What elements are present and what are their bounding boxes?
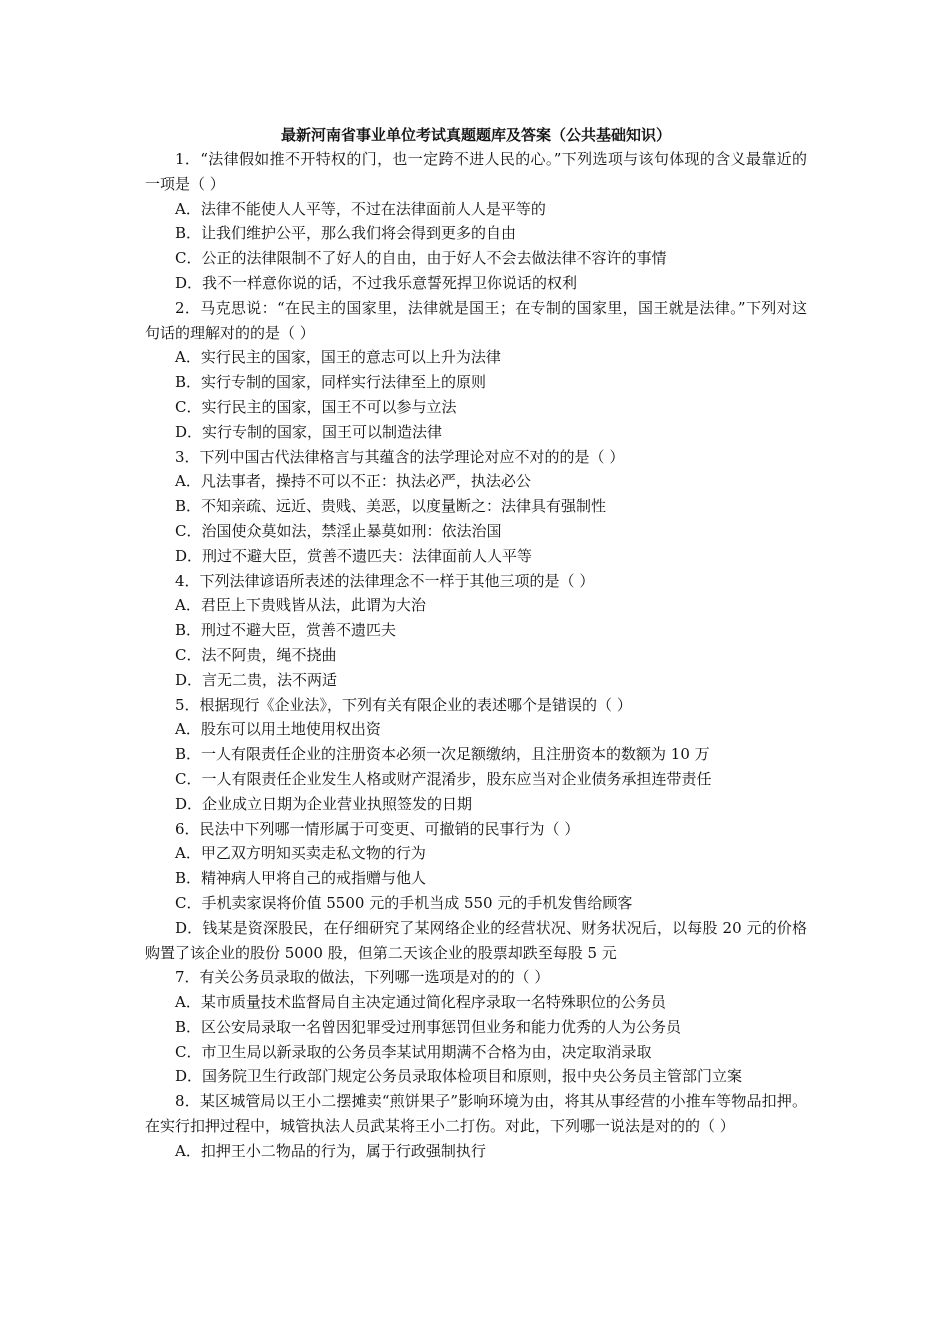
question-3-option-b: B．不知亲疏、远近、贵贱、美恶，以度量断之：法律具有强制性 bbox=[175, 497, 607, 516]
document-title: 最新河南省事业单位考试真题题库及答案（公共基础知识） bbox=[280, 126, 671, 144]
document-page bbox=[145, 123, 807, 1164]
question-5: 5．根据现行《企业法》，下列有关有限企业的表述哪个是错误的（ ） bbox=[175, 695, 632, 714]
question-3: 3．下列中国古代法律格言与其蕴含的法学理论对应不对的的是（ ） bbox=[175, 447, 625, 466]
question-5-option-a: A．股东可以用土地使用权出资 bbox=[175, 720, 381, 739]
question-1-option-c: C．公正的法律限制不了好人的自由，由于好人不会去做法律不容许的事情 bbox=[175, 249, 667, 268]
question-8: 8．某区城管局以王小二摆摊卖“煎饼果子”影响环境为由，将其从事经营的小推车等物品扣押。在实行扣押过程中，城管执法人员武某将王小二打伤。对此，下列哪一说法是对的的（ ） bbox=[145, 1092, 807, 1136]
question-1: 1．“法律假如推不开特权的门，也一定跨不进人民的心。”下列选项与该句体现的含义最靠近的一项是（ ） bbox=[145, 150, 807, 193]
question-2-option-b: B．实行专制的国家，同样实行法律至上的原则 bbox=[175, 373, 487, 392]
question-6-option-c: C．手机卖家误将价值 5500 元的手机当成 550 元的手机发售给顾客 bbox=[175, 893, 633, 912]
question-2-option-c: C．实行民主的国家，国王不可以参与立法 bbox=[175, 397, 457, 416]
question-4-option-c: C．法不阿贵，绳不挠曲 bbox=[175, 645, 337, 664]
question-1-option-d: D．我不一样意你说的话，不过我乐意誓死捍卫你说话的权利 bbox=[175, 273, 578, 292]
question-6-option-d: D．钱某是资深股民，在仔细研究了某网络企业的经营状况、财务状况后，以每股 20 元的价格购置了该企业的股份 5000 股，但第二天该企业的股票却跌至每股 5 元 bbox=[145, 918, 807, 962]
question-5-option-d: D．企业成立日期为企业营业执照签发的日期 bbox=[175, 794, 473, 813]
question-8-option-a: A．扣押王小二物品的行为，属于行政强制执行 bbox=[175, 1141, 486, 1160]
question-7-option-a: A．某市质量技术监督局自主决定通过简化程序录取一名特殊职位的公务员 bbox=[175, 993, 666, 1012]
question-6: 6．民法中下列哪一情形属于可变更、可撤销的民事行为（ ） bbox=[175, 819, 580, 838]
question-4-option-a: A．君臣上下贵贱皆从法，此谓为大治 bbox=[175, 596, 426, 615]
question-3-option-d: D．刑过不避大臣，赏善不遗匹夫：法律面前人人平等 bbox=[175, 546, 533, 565]
question-3-option-c: C．治国使众莫如法，禁淫止暴莫如刑：依法治国 bbox=[175, 521, 502, 540]
question-7-option-b: B．区公安局录取一名曾因犯罪受过刑事惩罚但业务和能力优秀的人为公务员 bbox=[175, 1017, 682, 1036]
question-1-option-b: B．让我们维护公平，那么我们将会得到更多的自由 bbox=[175, 224, 517, 243]
question-4: 4．下列法律谚语所表述的法律理念不一样于其他三项的是（ ） bbox=[175, 571, 595, 590]
question-2-option-a: A．实行民主的国家，国王的意志可以上升为法律 bbox=[175, 348, 501, 367]
question-7: 7．有关公务员录取的做法，下列哪一选项是对的的（ ） bbox=[175, 968, 550, 987]
question-5-option-b: B．一人有限责任企业的注册资本必须一次足额缴纳，且注册资本的数额为 10 万 bbox=[175, 745, 710, 764]
question-2: 2．马克思说：“在民主的国家里，法律就是国王；在专制的国家里，国王就是法律。”下列对这句话的理解对的的是（ ） bbox=[145, 298, 807, 342]
question-4-option-d: D．言无二贵，法不两适 bbox=[175, 670, 338, 689]
question-4-option-b: B．刑过不避大臣，赏善不遗匹夫 bbox=[175, 621, 397, 640]
question-6-option-a: A．甲乙双方明知买卖走私文物的行为 bbox=[175, 844, 426, 863]
question-7-option-d: D．国务院卫生行政部门规定公务员录取体检项目和原则，报中央公务员主管部门立案 bbox=[175, 1067, 743, 1086]
question-3-option-a: A．凡法事者，操持不可以不正：执法必严，执法必公 bbox=[175, 472, 531, 491]
question-2-option-d: D．实行专制的国家，国王可以制造法律 bbox=[175, 422, 443, 441]
question-6-option-b: B．精神病人甲将自己的戒指赠与他人 bbox=[175, 869, 427, 888]
question-5-option-c: C．一人有限责任企业发生人格或财产混淆步，股东应当对企业债务承担连带责任 bbox=[175, 769, 712, 788]
question-1-option-a: A．法律不能使人人平等，不过在法律面前人人是平等的 bbox=[175, 199, 546, 218]
question-7-option-c: C．市卫生局以新录取的公务员李某试用期满不合格为由，决定取消录取 bbox=[175, 1042, 652, 1061]
